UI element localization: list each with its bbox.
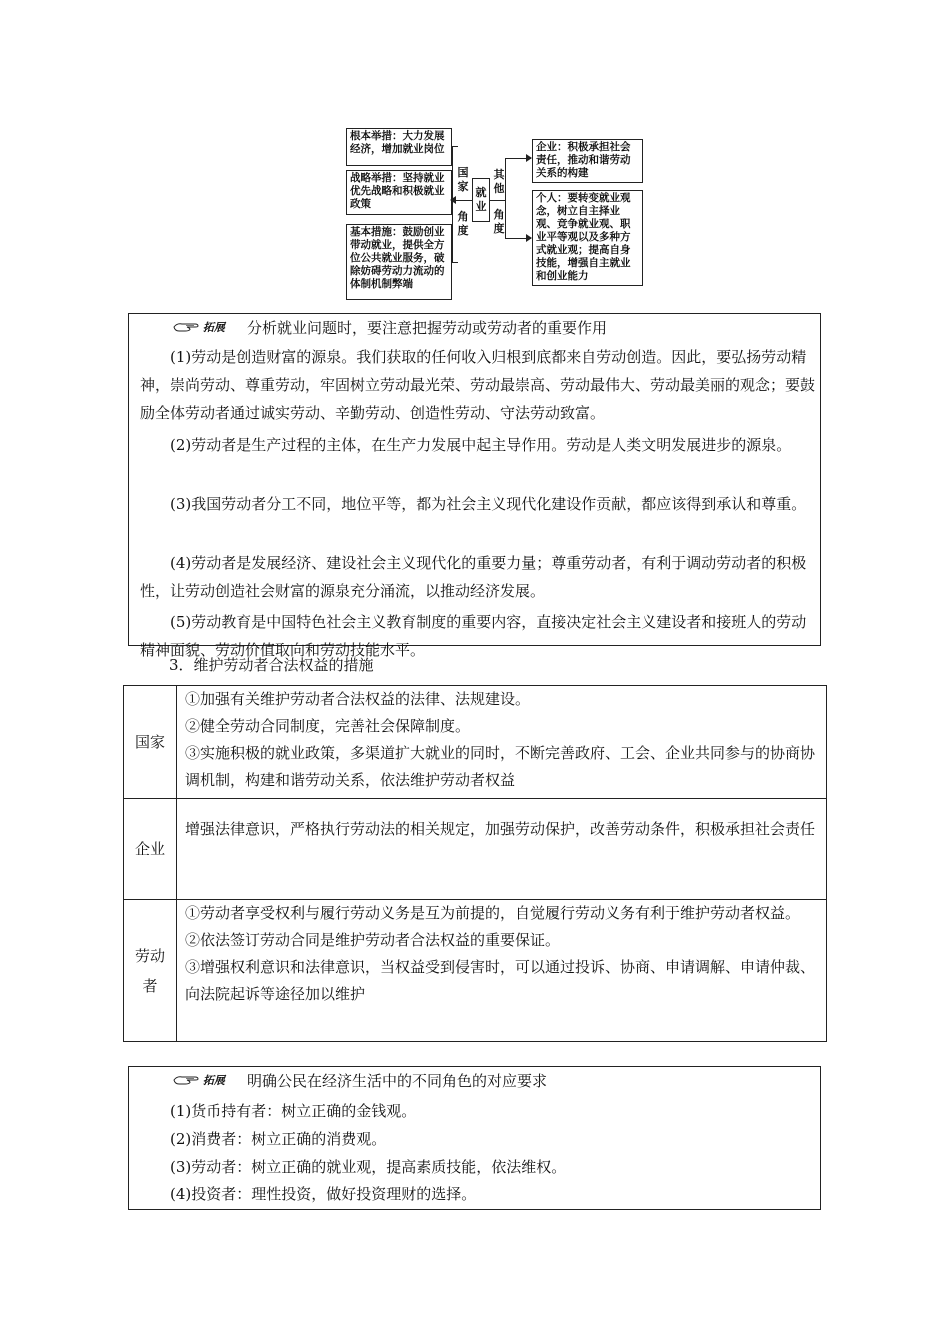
table-row-content [177,686,827,799]
diagram-label-country: 国家 [457,166,469,193]
table-content-line: ①劳动者享受权利与履行劳动义务是互为前提的，自觉履行劳动义务有利于维护劳动者权益。 [185,904,801,922]
extension-title: 分析就业问题时，要注意把握劳动或劳动者的重要作用 [247,319,608,337]
diagram-label-other-angle: 角度 [493,208,505,235]
table-content-line: ③实施积极的就业政策，多渠道扩大就业的同时，不断完善政府、工会、企业共同参与的协商协调机制，构建和谐劳动关系，依法维护劳动者权益 [185,744,816,789]
extension-item: (2)消费者：树立正确的消费观。 [170,1130,387,1148]
table-row-content [177,799,827,900]
extension-badge [173,321,225,335]
extension-badge [173,1074,225,1088]
diagram-bracket-left-vertical [452,146,453,262]
diagram-label-country-angle: 角度 [457,210,469,237]
diagram-connector-right [490,200,506,201]
extension-badge-label: 拓展 [202,321,225,334]
table-content-line: ③增强权利意识和法律意识，当权益受到侵害时，可以通过投诉、协商、申请调解、申请仲裁、向法院起诉等途径加以维护 [185,958,816,1003]
extension-box-citizen-roles [128,1066,821,1210]
extension-item: (3)劳动者：树立正确的就业观，提高素质技能，依法维权。 [170,1158,567,1176]
table-row [124,686,827,799]
table-row-header: 企业 [124,799,177,900]
diagram-bracket-left-bottom [452,262,458,263]
extension-paragraph: (5)劳动教育是中国特色社会主义教育制度的重要内容，直接决定社会主义建设者和接班人的劳动精神面貌、劳动价值取向和劳动技能水平。 [140,613,807,659]
table-content-line: ②依法签订劳动合同是维护劳动者合法权益的重要保证。 [185,931,561,949]
extension-header [129,1067,820,1095]
pointing-hand-icon [173,322,199,332]
diagram-box-basic-measure: 基本措施：鼓励创业带动就业，提供全方位公共就业服务，破除妨碍劳动力流动的体制机制弊端 [346,224,452,300]
table-row [124,799,827,900]
table-content-line: ②健全劳动合同制度，完善社会保障制度。 [185,717,471,735]
diagram-center-label: 就业 [475,186,487,213]
extension-badge-label: 拓展 [202,1074,225,1087]
extension-box-labor-role [128,313,821,659]
extension-header [129,314,820,342]
table-row-content [177,900,827,1042]
diagram-label-other: 其他 [493,168,505,195]
extension-paragraph: (4)劳动者是发展经济、建设社会主义现代化的重要力量；尊重劳动者，有利于调动劳动者的积极性，让劳动创造社会财富的源泉充分涌流，以推动经济发展。 [140,554,807,600]
section-heading: 3．维护劳动者合法权益的措施 [169,656,374,674]
table-content-line: 增强法律意识，严格执行劳动法的相关规定，加强劳动保护，改善劳动条件，积极承担社会责任 [185,820,816,838]
diagram-box-fundamental-measure: 根本举措：大力发展经济，增加就业岗位 [346,128,452,166]
extension-paragraph: (2)劳动者是生产过程的主体，在生产力发展中起主导作用。劳动是人类文明发展进步的源泉。 [170,436,792,454]
diagram-bracket-left-top [452,146,458,147]
rights-measures-table [123,685,827,1042]
diagram-box-individual: 个人：要转变就业观念，树立自主择业观、竞争就业观、职业平等观以及多种方式就业观；提高自身技能，增强自主就业和创业能力 [532,190,643,286]
extension-item: (1)货币持有者：树立正确的金钱观。 [170,1102,417,1120]
table-row-header: 国家 [124,686,177,799]
table-content-line: ①加强有关维护劳动者合法权益的法律、法规建设。 [185,690,531,708]
diagram-box-enterprise: 企业：积极承担社会责任，推动和谐劳动关系的构建 [532,139,643,183]
extension-item: (4)投资者：理性投资，做好投资理财的选择。 [170,1185,477,1203]
diagram-arrow-left-icon [450,196,456,204]
extension-title: 明确公民在经济生活中的不同角色的对应要求 [247,1072,548,1090]
diagram-center-box [472,178,490,222]
diagram-box-strategic-measure: 战略举措：坚持就业优先战略和积极就业政策 [346,170,452,215]
extension-paragraph: (3)我国劳动者分工不同，地位平等，都为社会主义现代化建设作贡献，都应该得到承认和尊重。 [170,495,807,513]
table-row [124,900,827,1042]
diagram-bracket-right-vertical [505,158,506,238]
table-row-header: 劳动者 [124,900,177,1042]
pointing-hand-icon [173,1075,199,1085]
extension-paragraph: (1)劳动是创造财富的源泉。我们获取的任何收入归根到底都来自劳动创造。因此，要弘扬劳动精神，崇尚劳动、尊重劳动，牢固树立劳动最光荣、劳动最崇高、劳动最伟大、劳动最美丽的观念；要鼓励全体劳动者通过诚实劳动、辛勤劳动、创造性劳动、守法劳动致富。 [140,348,816,422]
